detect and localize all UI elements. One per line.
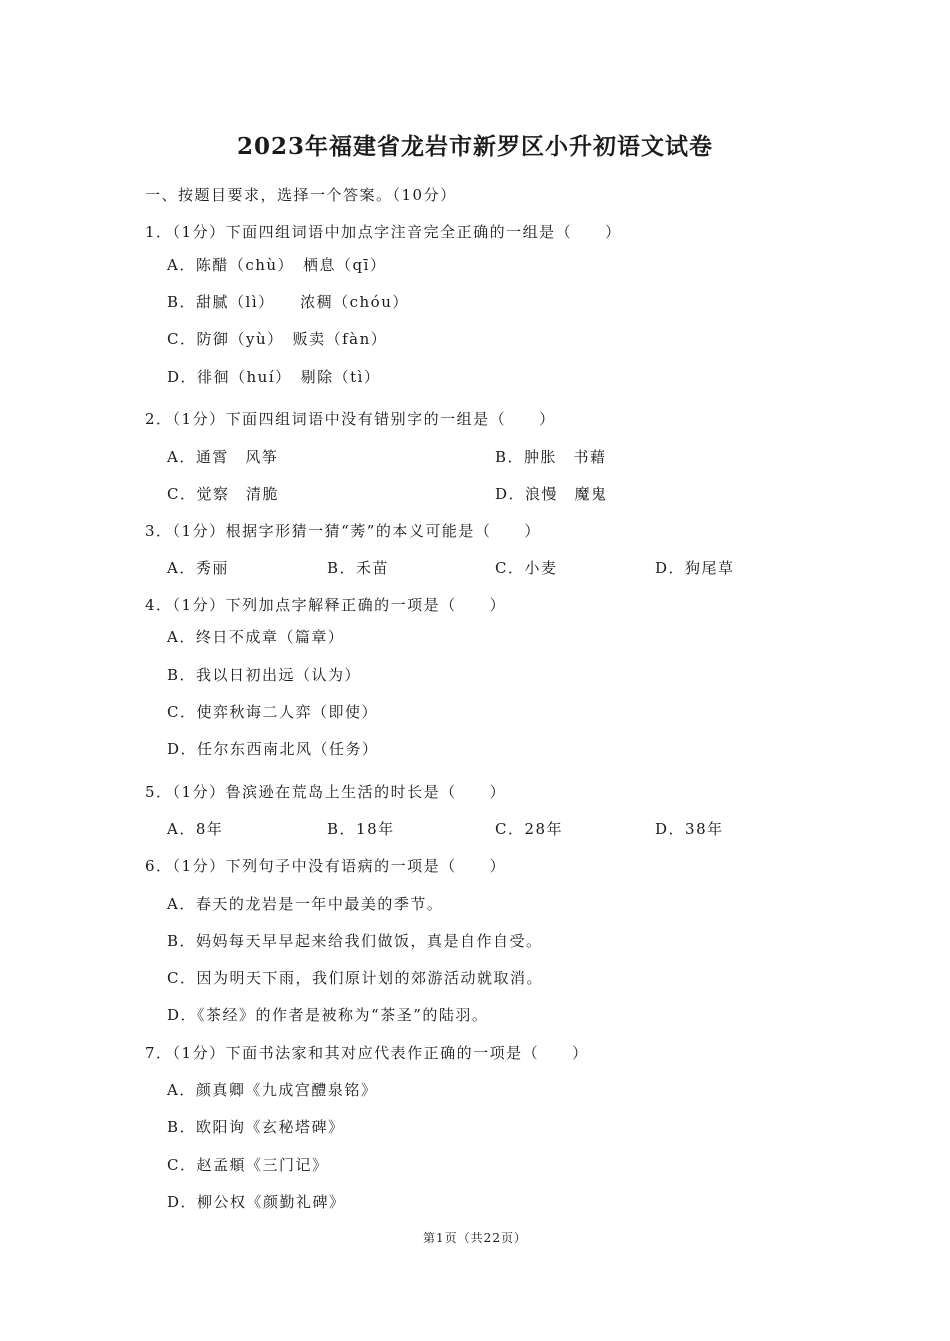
section-heading: 一、按题目要求，选择一个答案。（10分） <box>145 186 457 204</box>
question-4-option-a: A．终日不成章（篇章） <box>167 628 345 646</box>
question-7-stem: 7．（1分）下面书法家和其对应代表作正确的一项是（ ） <box>145 1044 589 1062</box>
question-7-option-c: C．赵孟頫《三门记》 <box>167 1156 329 1174</box>
question-4-option-c: C．使弈秋诲二人弈（即使） <box>167 703 378 721</box>
question-7-option-b: B．欧阳询《玄秘塔碑》 <box>167 1118 345 1136</box>
question-2-option-d: D．浪慢 魔鬼 <box>495 485 608 503</box>
question-6-option-c: C．因为明天下雨，我们原计划的郊游活动就取消。 <box>167 969 543 987</box>
question-5-option-b: B．18年 <box>327 820 395 838</box>
question-2-option-b: B．肿胀 书藉 <box>495 448 607 466</box>
question-5-option-d: D．38年 <box>655 820 724 838</box>
question-7-option-d: D．柳公权《颜勤礼碑》 <box>167 1193 346 1211</box>
question-1-stem: 1．（1分）下面四组词语中加点字注音完全正确的一组是（ ） <box>145 223 622 241</box>
question-1-option-a: A．陈醋（chù） 栖息（qī） <box>167 256 387 274</box>
question-2-stem: 2．（1分）下面四组词语中没有错别字的一组是（ ） <box>145 410 556 428</box>
question-6-option-b: B．妈妈每天早早起来给我们做饭，真是自作自受。 <box>167 932 543 950</box>
question-3-option-d: D．狗尾草 <box>655 559 735 577</box>
question-3-option-c: C．小麦 <box>495 559 558 577</box>
question-7-option-a: A．颜真卿《九成宫醴泉铭》 <box>167 1081 378 1099</box>
question-3-option-a: A．秀丽 <box>167 559 229 577</box>
page-footer: 第1页（共22页） <box>423 1231 527 1245</box>
question-1-option-d: D．徘徊（huí） 剔除（tì） <box>167 368 381 386</box>
question-5-stem: 5．（1分）鲁滨逊在荒岛上生活的时长是（ ） <box>145 783 507 801</box>
question-2-option-a: A．通霄 风筝 <box>167 448 279 466</box>
question-4-stem: 4．（1分）下列加点字解释正确的一项是（ ） <box>145 596 507 614</box>
question-4-option-b: B．我以日初出远（认为） <box>167 666 362 684</box>
question-3-option-b: B．禾苗 <box>327 559 390 577</box>
question-1-option-b: B．甜腻（lì） 浓稠（chóu） <box>167 293 409 311</box>
question-6-stem: 6．（1分）下列句子中没有语病的一项是（ ） <box>145 857 507 875</box>
question-3-stem: 3．（1分）根据字形猜一猜“莠”的本义可能是（ ） <box>145 522 541 540</box>
question-5-option-c: C．28年 <box>495 820 564 838</box>
question-4-option-d: D．任尔东西南北风（任务） <box>167 740 379 758</box>
question-1-option-c: C．防御（yù） 贩卖（fàn） <box>167 330 388 348</box>
page-title: 2023年福建省龙岩市新罗区小升初语文试卷 <box>236 133 713 160</box>
question-2-option-c: C．觉察 清脆 <box>167 485 279 503</box>
question-6-option-a: A．春天的龙岩是一年中最美的季节。 <box>167 895 444 913</box>
question-5-option-a: A．8年 <box>167 820 224 838</box>
question-6-option-d: D．《茶经》的作者是被称为“茶圣”的陆羽。 <box>167 1006 489 1024</box>
